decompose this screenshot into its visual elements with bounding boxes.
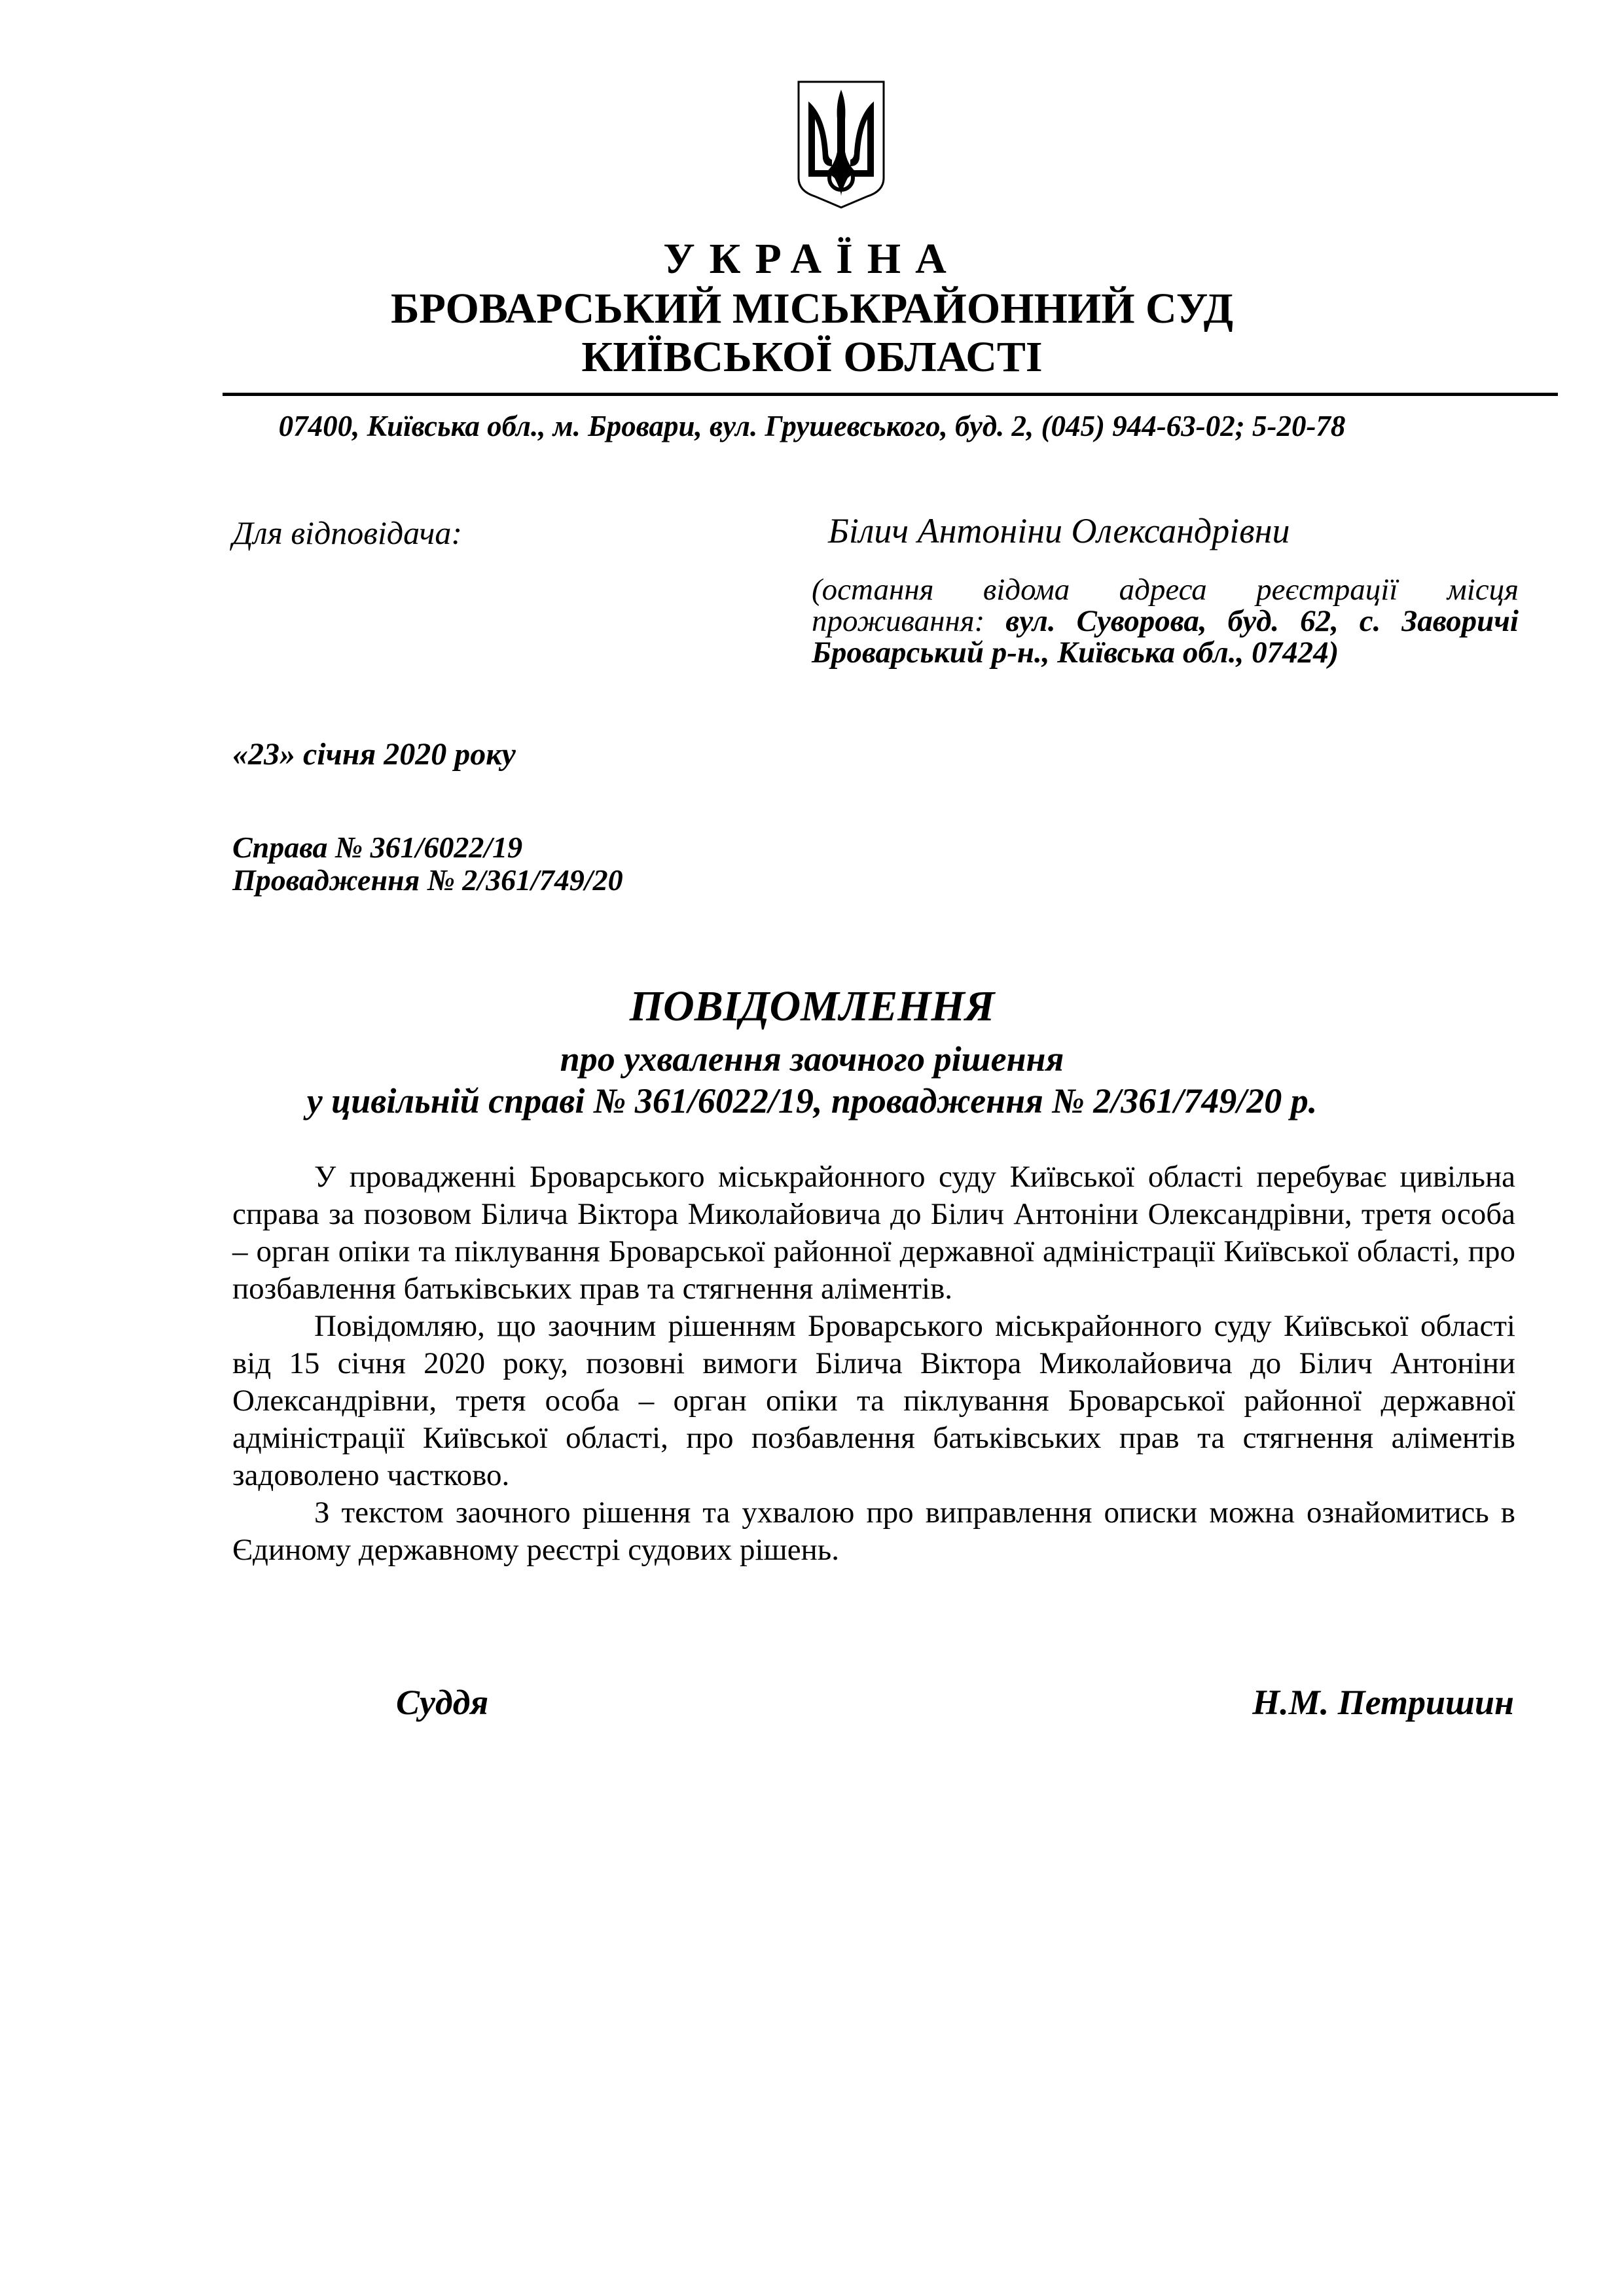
case-info <box>232 831 623 897</box>
court-region-heading: КИЇВСЬКОЇ ОБЛАСТІ <box>581 333 1043 381</box>
court-name-heading: БРОВАРСЬКИЙ МІСЬКРАЙОННИЙ СУД <box>390 285 1234 332</box>
country-heading: УКРАЇНА <box>663 235 961 283</box>
notice-title: ПОВІДОМЛЕННЯ <box>629 982 995 1030</box>
body-paragraph: З текстом заочного рішення та ухвалою про виправлення описки можна ознайомитись в Єдиному державному реєстрі судових рішень. <box>232 1496 1515 1567</box>
recipient-address-main: вул. Суворова, буд. 62, с. Заворичі Броварський р-н., Київська обл., 07424) <box>812 604 1519 670</box>
notice-body <box>232 1158 1515 1569</box>
document-date: «23» січня 2020 року <box>232 737 516 772</box>
recipient-address-prefix: (остання відома адреса реєстрації місця проживання: <box>812 573 1519 638</box>
signature-name: Н.М. Петришин <box>1252 1683 1514 1722</box>
notice-subtitle-line-2: у цивільній справі № 361/6022/19, провадження № 2/361/749/20 р. <box>306 1081 1318 1121</box>
recipient-label: Для відповідача: <box>232 514 462 551</box>
proceeding-number: Провадження № 2/361/749/20 <box>232 863 623 897</box>
case-number: Справа № 361/6022/19 <box>232 831 523 864</box>
body-paragraph: Повідомляю, що заочним рішенням Броварського міськрайонного суду Київської області від 15 січня 2020 року, позовні вимоги Білича Віктора Миколайовича до Білич Антоніни Олександрівни, третя особа – орган опіки та піклування Броварської районної державної адміністрації Київської області, про позбавлення батьківських прав та стягнення аліментів задоволено частково. <box>232 1309 1515 1492</box>
notice-subtitle <box>0 1038 1624 1122</box>
signature-role: Суддя <box>396 1683 489 1722</box>
recipient-name: Білич Антоніни Олександрівни <box>828 511 1290 550</box>
court-address: 07400, Київська обл., м. Бровари, вул. Грушевського, буд. 2, (045) 944-63-02; 5-20-78 <box>278 410 1346 442</box>
ukraine-trident-icon <box>795 80 887 211</box>
recipient-address <box>812 574 1519 668</box>
body-paragraph: У провадженні Броварського міськрайонного суду Київської області перебуває цивільна справа за позовом Білича Віктора Миколайовича до Білич Антоніни Олександрівни, третя особа – орган опіки та піклування Броварської районної державної адміністрації Київської області, про позбавлення батьківських прав та стягнення аліментів. <box>232 1160 1515 1306</box>
notice-subtitle-line-1: про ухвалення заочного рішення <box>560 1039 1064 1079</box>
header-divider <box>223 393 1558 396</box>
